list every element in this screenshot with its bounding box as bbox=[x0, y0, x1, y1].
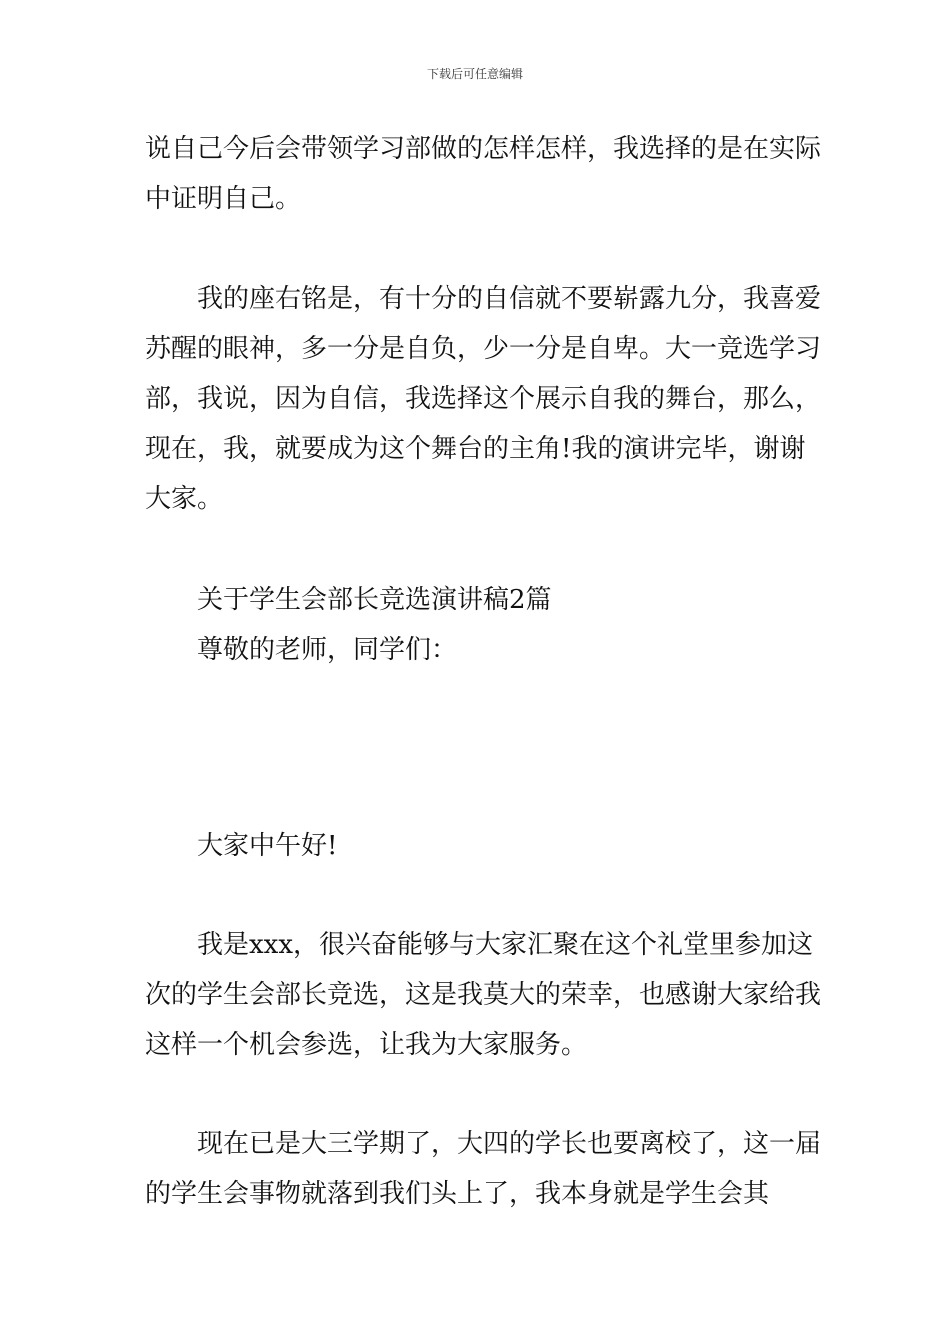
paragraph-continuation: 说自己今后会带领学习部做的怎样怎样，我选择的是在实际中证明自己。 bbox=[145, 134, 822, 214]
paragraph-motto-text: 我的座右铭是，有十分的自信就不要崭露九分，我喜爱苏醒的眼神，多一分是自负，少一分是自卑。大一竞选学习部，我说，因为自信，我选择这个展示自我的舞台，那么，现在，我，就要成为这个舞台的主角!我的演讲完毕，谢谢大家。 bbox=[145, 284, 822, 514]
paragraph-current-situation-text: 现在已是大三学期了，大四的学长也要离校了，这一届的学生会事物就落到我们头上了，我本身就是学生会其 bbox=[145, 1129, 822, 1209]
paragraph-motto bbox=[145, 274, 825, 524]
salutation: 尊敬的老师，同学们： bbox=[197, 635, 458, 665]
paragraph-introduction-text: 我是xxx，很兴奋能够与大家汇聚在这个礼堂里参加这次的学生会部长竞选，这是我莫大的荣幸，也感谢大家给我这样一个机会参选，让我为大家服务。 bbox=[145, 930, 822, 1060]
paragraph-introduction bbox=[145, 920, 825, 1070]
section-title: 关于学生会部长竞选演讲稿2篇 bbox=[197, 585, 552, 615]
page-header: 下载后可任意编辑 bbox=[426, 67, 523, 81]
greeting: 大家中午好! bbox=[197, 831, 338, 861]
paragraph-current-situation bbox=[145, 1119, 825, 1219]
